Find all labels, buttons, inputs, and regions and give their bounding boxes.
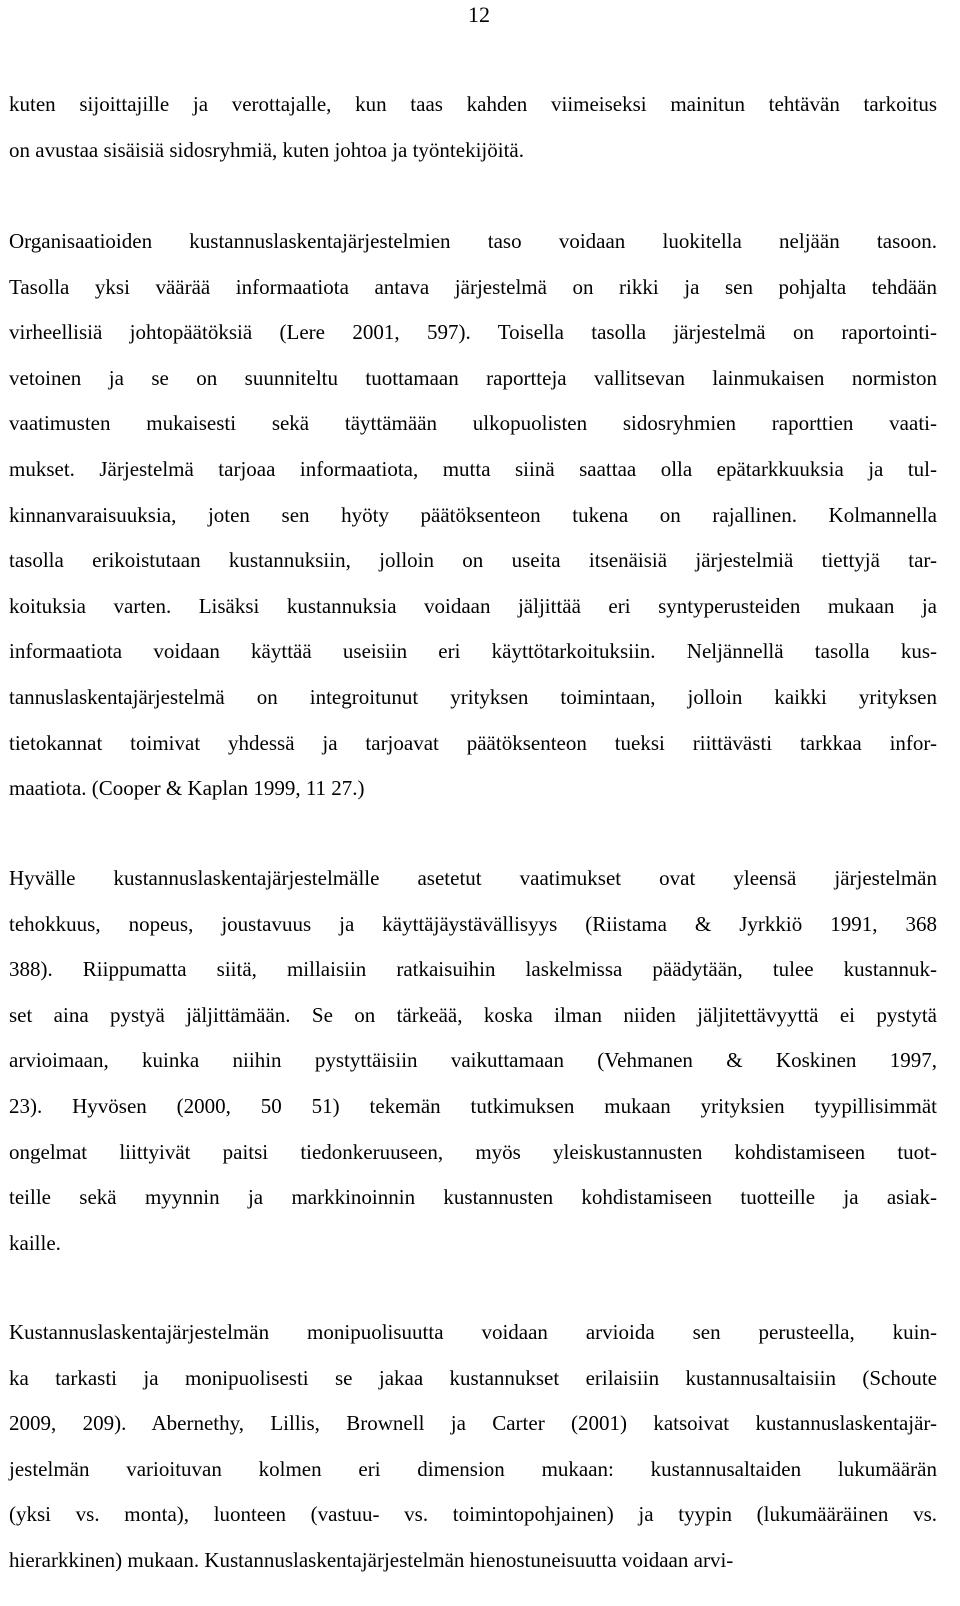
- text-line: Kustannuslaskentajärjestelmän monipuolisuutta voidaan arvioida sen perusteella, kuin-: [9, 1320, 937, 1344]
- text-line: teille sekä myynnin ja markkinoinnin kustannusten kohdistamiseen tuotteille ja asiak-: [9, 1185, 937, 1210]
- text-line: arvioimaan, kuinka niihin pystyttäisiin vaikuttamaan (Vehmanen & Koskinen 1997,: [9, 1048, 937, 1073]
- paragraph: [9, 1310, 937, 1584]
- text-line: kuten sijoittajille ja verottajalle, kun taas kahden viimeiseksi mainitun tehtävän tarkoitus: [9, 92, 937, 116]
- text-line: Tasolla yksi väärää informaatiota antava järjestelmä on rikki ja sen pohjalta tehdään: [9, 274, 937, 299]
- text-line: on avustaa sisäisiä sidosryhmiä, kuten johtoa ja työntekijöitä.: [9, 137, 524, 162]
- text-line: hierarkkinen) mukaan. Kustannuslaskentajärjestelmän hienostuneisuutta voidaan arvi-: [9, 1547, 734, 1572]
- text-line: virheellisiä johtopäätöksiä (Lere 2001, 597). Toisella tasolla järjestelmä on raportointi-: [9, 320, 937, 345]
- text-line: ka tarkasti ja monipuolisesti se jakaa kustannukset erilaisiin kustannusaltaisiin (Schoute: [9, 1365, 937, 1390]
- text-line: vetoinen ja se on suunniteltu tuottamaan raportteja vallitsevan lainmukaisen normiston: [9, 365, 937, 390]
- text-line: ongelmat liittyivät paitsi tiedonkeruuseen, myös yleiskustannusten kohdistamiseen tuot-: [9, 1139, 937, 1164]
- text-line: koituksia varten. Lisäksi kustannuksia voidaan jäljittää eri syntyperusteiden mukaan ja: [9, 593, 937, 618]
- text-line: tasolla erikoistutaan kustannuksiin, jolloin on useita itsenäisiä järjestelmiä tiettyjä tar-: [9, 548, 937, 573]
- text-line: jestelmän varioituvan kolmen eri dimension mukaan: kustannusaltaiden lukumäärän: [9, 1456, 937, 1481]
- text-line: Organisaatioiden kustannuslaskentajärjestelmien taso voidaan luokitella neljään tasoon.: [9, 229, 937, 253]
- text-line: tehokkuus, nopeus, joustavuus ja käyttäjäystävällisyys (Riistama & Jyrkkiö 1991, 368: [9, 911, 937, 936]
- text-line: tietokannat toimivat yhdessä ja tarjoavat päätöksenteon tueksi riittävästi tarkkaa infor-: [9, 730, 937, 755]
- text-line: kinnanvaraisuuksia, joten sen hyöty päätöksenteon tukena on rajallinen. Kolmannella: [9, 502, 937, 527]
- text-line: Hyvälle kustannuslaskentajärjestelmälle asetetut vaatimukset ovat yleensä järjestelmän: [9, 866, 937, 890]
- page-number: 12: [468, 2, 490, 27]
- text-line: 2009, 209). Abernethy, Lillis, Brownell ja Carter (2001) katsoivat kustannuslaskentajär-: [9, 1411, 937, 1436]
- text-line: (yksi vs. monta), luonteen (vastuu- vs. toimintopohjainen) ja tyypin (lukumääräinen vs.: [9, 1502, 937, 1527]
- text-line: maatiota. (Cooper & Kaplan 1999, 11 27.): [9, 776, 365, 801]
- paragraph: [9, 856, 937, 1266]
- text-line: informaatiota voidaan käyttää useisiin eri käyttötarkoituksiin. Neljännellä tasolla kus-: [9, 639, 937, 664]
- text-line: vaatimusten mukaisesti sekä täyttämään ulkopuolisten sidosryhmien raporttien vaati-: [9, 411, 937, 436]
- text-line: kaille.: [9, 1230, 61, 1255]
- paragraph: [9, 219, 937, 812]
- text-line: 23). Hyvösen (2000, 50 51) tekemän tutkimuksen mukaan yrityksien tyypillisimmät: [9, 1093, 937, 1118]
- text-line: 388). Riippumatta siitä, millaisiin ratkaisuihin laskelmissa päädytään, tulee kustannuk-: [9, 957, 937, 982]
- paragraph: [9, 82, 937, 173]
- text-line: mukset. Järjestelmä tarjoaa informaatiota, mutta siinä saattaa olla epätarkkuuksia ja tul-: [9, 456, 937, 481]
- text-line: tannuslaskentajärjestelmä on integroitunut yrityksen toimintaan, jolloin kaikki yrityksen: [9, 684, 937, 709]
- text-line: set aina pystyä jäljittämään. Se on tärkeää, koska ilman niiden jäljitettävyyttä ei pystytä: [9, 1002, 937, 1027]
